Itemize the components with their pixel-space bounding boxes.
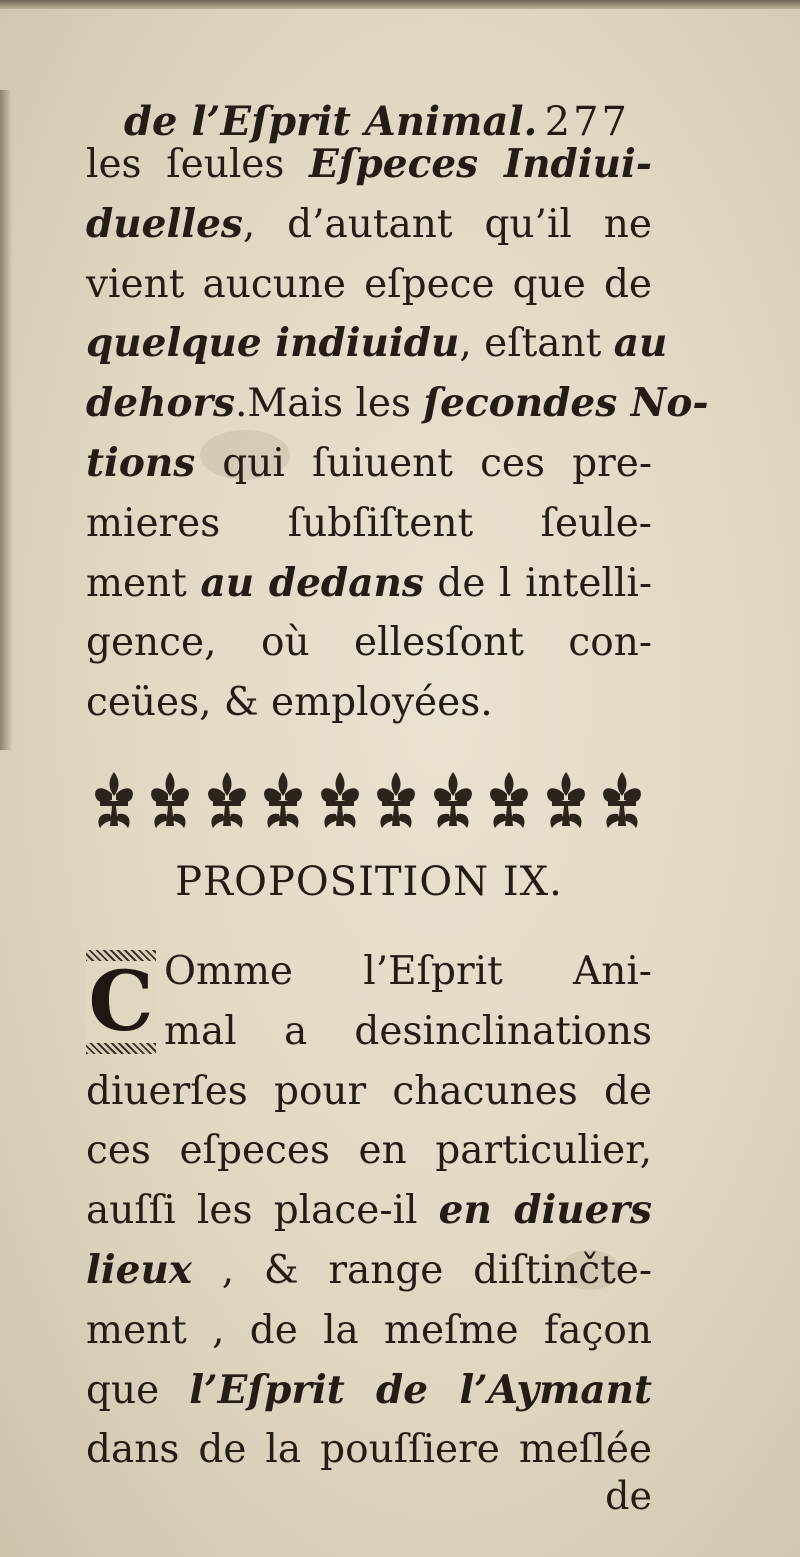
page-top-edge [0, 0, 800, 9]
roman-text: de l intelli- [423, 560, 653, 606]
roman-text: qui ſuiuent ces pre- [195, 440, 652, 486]
roman-text: diuerſes pour chacunes de [86, 1068, 652, 1114]
italic-text: en diuers [438, 1187, 652, 1234]
text-line [86, 374, 709, 434]
text-line [86, 494, 652, 554]
fleur-de-lis-icon [427, 768, 479, 834]
drop-cap-letter: C [88, 954, 154, 1050]
text-line [86, 613, 652, 673]
italic-text: duelles [86, 200, 243, 247]
text-line [86, 942, 652, 1002]
fleur-de-lis-icon [370, 768, 422, 834]
roman-text: , eſtant [459, 321, 614, 367]
catchword: de [605, 1474, 652, 1518]
roman-text: dans de la pouſſiere meſlée [86, 1427, 652, 1473]
text-line [86, 1062, 652, 1122]
italic-text: ſecondes No- [423, 380, 709, 427]
paragraph-continued [86, 135, 709, 733]
fleur-de-lis-icon [596, 768, 648, 834]
roman-text: mal a desinclinations [164, 1008, 652, 1054]
roman-text: ces eſpeces en particulier, [86, 1128, 652, 1174]
section-heading: PROPOSITION IX. [175, 859, 563, 905]
italic-text: l’Eſprit de l’Aymant [189, 1366, 652, 1413]
text-line [86, 195, 652, 255]
italic-text: lieux [86, 1246, 193, 1293]
roman-text: les ſeules [86, 142, 310, 187]
text-line [86, 434, 652, 494]
text-line [86, 135, 652, 195]
text-line [86, 1181, 652, 1241]
text-line [86, 554, 652, 614]
text-line [86, 1121, 652, 1181]
text-line [86, 673, 652, 733]
roman-text: ceües, & employées. [86, 680, 493, 726]
roman-text: vient aucune eſpece que de [86, 261, 652, 307]
italic-text: au dedans [200, 559, 424, 606]
fleur-de-lis-icon [88, 768, 140, 834]
fleur-de-lis-icon [540, 768, 592, 834]
running-head-title: de l’Eſprit Animal. [124, 98, 538, 145]
page-number: 277 [544, 99, 630, 145]
roman-text: que [86, 1367, 190, 1413]
fleur-de-lis-icon [483, 768, 535, 834]
text-line [86, 1361, 652, 1421]
fleur-de-lis-icon [257, 768, 309, 834]
fleur-de-lis-icon [201, 768, 253, 834]
italic-text: quelque indiuidu [86, 320, 460, 367]
roman-text: .Mais les [234, 381, 424, 427]
text-line [86, 1002, 652, 1062]
italic-text: tions [86, 439, 196, 486]
text-line [86, 1241, 652, 1301]
roman-text: ment , de la meſme façon [86, 1307, 652, 1353]
roman-text: mieres ſubſiſtent ſeule- [86, 500, 652, 546]
text-line [86, 1301, 652, 1361]
roman-text: , & range diſtinčte- [192, 1247, 652, 1293]
fleur-de-lis-icon [144, 768, 196, 834]
roman-text: Omme l’Eſprit Ani- [164, 949, 652, 994]
roman-text: , d’autant qu’il ne [242, 201, 652, 247]
fleur-de-lis-icon [314, 768, 366, 834]
text-line [86, 255, 652, 315]
drop-cap [86, 950, 156, 1054]
paragraph-proposition [86, 942, 652, 1480]
roman-text: ment [86, 560, 201, 606]
italic-text: au [613, 320, 668, 367]
text-line [86, 1420, 652, 1480]
text-line [86, 314, 668, 374]
roman-text: gence, où ellesſont con- [86, 620, 652, 666]
roman-text: auſſi les place-il [86, 1188, 439, 1234]
ornament-band [88, 766, 648, 836]
italic-text: dehors [86, 380, 235, 427]
italic-text: Eſpeces Indiui- [309, 141, 652, 187]
page-binding-edge [0, 90, 12, 750]
